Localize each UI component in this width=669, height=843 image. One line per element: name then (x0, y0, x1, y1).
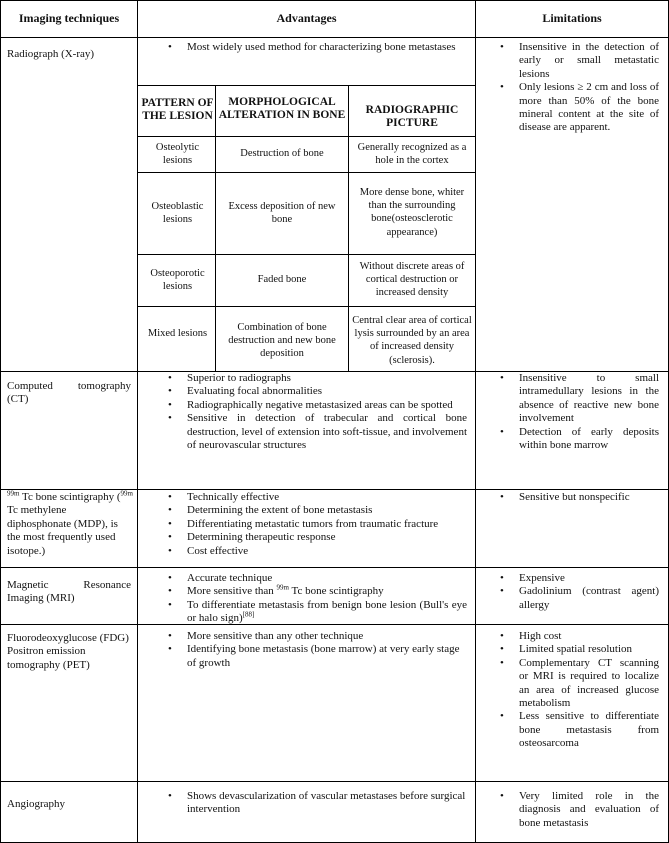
list-item: • More sensitive than any other technique (157, 630, 467, 643)
lesion-pattern: Mixed lesions (147, 328, 208, 339)
table-row (138, 137, 475, 173)
list-item (157, 585, 467, 598)
list-item-text: To differentiate metastasis from benign bone lesion (Bull's eye or halo sign) (187, 598, 467, 625)
lesion-picture: Central clear area of cortical lysis surrounded by an area of increased density (sclerosis). (352, 315, 472, 366)
advantages-list (157, 630, 467, 670)
header-limitations: Limitations (542, 11, 602, 25)
lesion-header-row (138, 86, 475, 137)
list-item: • Only lesions ≥ 2 cm and loss of more than 50% of the bone mineral content at the site of disease are apparent. (489, 81, 659, 135)
list-item: • Sensitive but nonspecific (489, 491, 659, 504)
list-item: • Insensitive in the detection of early or small metastatic lesions (489, 41, 659, 81)
isotope-superscript: 99m (7, 489, 20, 498)
technique-cell: Magnetic Resonance Imaging (MRI) (7, 579, 131, 605)
technique-cell (7, 491, 133, 558)
list-item-text: More sensitive than (187, 585, 277, 598)
list-item: • Gadolinium (contrast agent) allergy (489, 585, 659, 612)
limitations-list (489, 491, 659, 504)
list-item: • Detection of early deposits within bone marrow (489, 426, 659, 453)
lesion-picture: Generally recognized as a hole in the cortex (357, 142, 467, 167)
list-item: • Determining the extent of bone metastasis (157, 504, 467, 517)
list-item: • Very limited role in the diagnosis and evaluation of bone metastasis (489, 790, 659, 830)
table-row (1, 782, 668, 842)
lesion-pattern: Osteoblastic lesions (151, 201, 204, 226)
table-row (1, 372, 668, 490)
lesion-picture: More dense bone, whiter than the surrounding bone(osteosclerotic appearance) (359, 187, 465, 238)
list-item: • Superior to radiographs (157, 372, 467, 385)
list-item: • Less sensitive to differentiate bone metastasis from osteosarcoma (489, 710, 659, 750)
list-item: • Expensive (489, 572, 659, 585)
lesion-morphology: Combination of bone destruction and new bone deposition (228, 322, 336, 360)
list-item: • Determining therapeutic response (157, 531, 467, 544)
technique-cell: Computed tomography (CT) (7, 380, 131, 406)
list-item: • Shows devascularization of vascular metastases before surgical intervention (157, 790, 467, 817)
list-item: • Radiographically negative metastasized areas can be spotted (157, 399, 467, 412)
table-row (138, 255, 475, 307)
list-item: • Accurate technique (157, 572, 467, 585)
list-item: • Evaluating focal abnormalities (157, 385, 467, 398)
technique-cell: Angiography (7, 798, 66, 810)
table-row (1, 625, 668, 782)
list-item: • Insensitive to small intramedullary lesions in the absence of reactive new bone involvement (489, 372, 659, 426)
technique-label: Tc bone scintigraphy ( (22, 491, 121, 503)
technique-cell: Fluorodeoxyglucose (FDG) Positron emission tomography (PET) (7, 632, 129, 671)
header-row (1, 1, 668, 38)
limitations-list (489, 790, 659, 830)
lesion-header-morphology: MORPHOLOGICAL ALTERATION IN BONE (218, 96, 346, 122)
lesion-table (138, 85, 475, 372)
limitations-list (489, 630, 659, 751)
table-row (138, 173, 475, 255)
limitations-list (489, 372, 659, 452)
header-advantages: Advantages (276, 11, 337, 25)
limitations-list (489, 41, 659, 135)
table-row (138, 307, 475, 372)
list-item: • Cost effective (157, 545, 467, 558)
list-item: • Technically effective (157, 491, 467, 504)
lesion-header-picture: RADIOGRAPHIC PICTURE (365, 104, 459, 130)
reference-link[interactable]: [88] (242, 610, 255, 619)
technique-label-rest: Tc methylene diphosphonate (MDP), is the most frequently used isotope.) (7, 504, 118, 557)
advantages-list (157, 41, 467, 54)
lesion-picture: Without discrete areas of cortical destruction or increased density (359, 261, 465, 299)
list-item (157, 599, 467, 626)
list-item: • Complementary CT scanning or MRI is required to localize an area of increased glucose metabolism (489, 657, 659, 711)
technique-cell: Radiograph (X-ray) (7, 48, 95, 60)
table-row (1, 490, 668, 568)
lesion-pattern: Osteolytic lesions (155, 142, 200, 167)
advantages-list (157, 372, 467, 452)
list-item: • Limited spatial resolution (489, 643, 659, 656)
advantages-list (157, 790, 467, 817)
isotope-superscript: 99m (276, 583, 289, 592)
list-item: • Most widely used method for characterizing bone metastases (157, 41, 467, 54)
isotope-superscript: 99m (120, 489, 133, 498)
table-row (1, 568, 668, 625)
advantages-list (157, 572, 467, 626)
list-item-tail: Tc bone scintigraphy (288, 585, 384, 598)
limitations-list (489, 572, 659, 612)
advantages-list (157, 491, 467, 558)
list-item: • Differentiating metastatic tumors from traumatic fracture (157, 518, 467, 531)
list-item: • Sensitive in detection of trabecular and cortical bone destruction, level of extension into soft-tissue, and involvement of neurovascular structures (157, 412, 467, 452)
list-item: • High cost (489, 630, 659, 643)
lesion-morphology: Excess deposition of new bone (228, 201, 336, 226)
header-techniques: Imaging techniques (18, 11, 120, 25)
lesion-pattern: Osteoporotic lesions (150, 268, 205, 293)
lesion-header-pattern: PATTERN OF THE LESION (141, 97, 214, 123)
lesion-morphology: Destruction of bone (240, 148, 324, 159)
lesion-morphology: Faded bone (257, 274, 307, 285)
list-item: • Identifying bone metastasis (bone marrow) at very early stage of growth (157, 643, 467, 670)
